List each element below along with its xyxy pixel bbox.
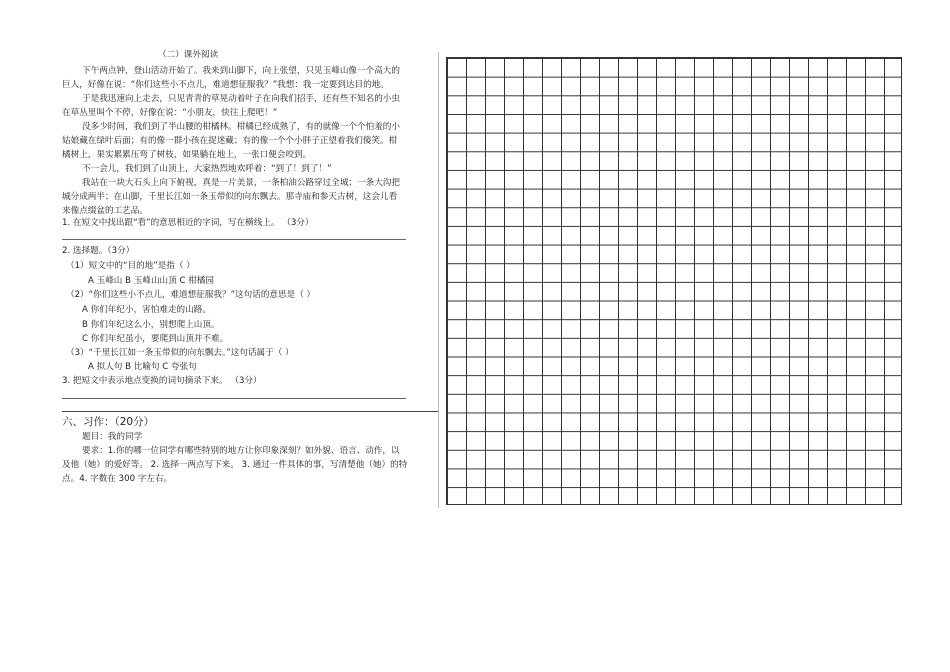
reading-line: 来像点缀盆的工艺品。 <box>62 206 148 216</box>
reading-line: 于是我迅速向上走去，只见青青的草晃动着叶子在向我们招手，还有些不知名的小虫 <box>82 94 400 104</box>
reading-line: 巨人，好像在说：“你们这些小不点儿，难道想征服我？”我想：我一定要到达目的地。 <box>62 80 389 90</box>
question-2-3-options: A 拟人句 B 比喻句 C 夸张句 <box>88 362 197 372</box>
question-2-3: （3）“千里长江如一条玉带似的向东飘去。”这句话属于（ ） <box>66 348 294 358</box>
answer-line-3 <box>62 398 406 399</box>
reading-line: 不一会儿，我们到了山顶上，大家热烈地欢呼着：“到了！到了！” <box>82 164 332 174</box>
question-2-2-option-a: A 你们年纪小，害怕难走的山路。 <box>82 305 211 315</box>
writing-requirement-3: 点。4. 字数在 300 字左右。 <box>62 474 173 484</box>
writing-title: 六、习作：（20分） <box>62 416 155 428</box>
reading-line: 橘树上，果实累累压弯了树枝，如果躺在地上，一张口便会咬到。 <box>62 150 312 160</box>
writing-requirement-2: 及他（她）的爱好等。 2. 选择一两点写下来。 3. 通过一件具体的事，写清楚他（她）的特 <box>62 460 408 470</box>
reading-heading: （二）课外阅读 <box>158 50 219 60</box>
question-2-2-option-b: B 你们年纪这么小，别想爬上山顶。 <box>82 320 220 330</box>
section-divider <box>62 411 438 412</box>
question-2-2-option-c: C 你们年纪虽小，要爬到山顶并不难。 <box>82 334 229 344</box>
reading-line: 城分成两半；在山脚，千里长江如一条玉带似的向东飘去。那寺庙和参天古树，这会儿看 <box>62 192 398 202</box>
writing-requirement-1: 要求：1.你的哪一位同学有哪些特别的地方让你印象深刻？如外貌、语言、动作，以 <box>82 446 400 456</box>
column-divider <box>438 52 439 508</box>
reading-line: 没多少时间，我们到了半山腰的柑橘林。柑橘已经成熟了，有的就像一个个怕羞的小 <box>82 122 400 132</box>
exam-left-column <box>62 50 438 510</box>
reading-line: 下午两点钟，登山活动开始了。我来到山脚下，向上张望，只见玉峰山像一个高大的 <box>82 66 400 76</box>
question-2-1: （1）短文中的“目的地”是指（ ） <box>66 261 195 271</box>
reading-line: 我站在一块大石头上向下俯视，真是一片美景，一条柏油公路穿过全城；一条大沟把 <box>82 178 400 188</box>
answer-line-1 <box>62 239 406 240</box>
reading-line: 姑娘藏在绿叶后面；有的像一群小孩在捉迷藏；有的像一个个小胖子正望着我们傻笑。柑 <box>62 136 398 146</box>
composition-grid <box>446 57 902 505</box>
question-3: 3. 把短文中表示地点变换的词句摘录下来。 （3分） <box>62 376 262 386</box>
question-2-1-options: A 玉峰山 B 玉峰山山顶 C 柑橘园 <box>88 276 214 286</box>
writing-topic: 题目：我的同学 <box>82 432 143 442</box>
question-1: 1. 在短文中找出跟“看”的意思相近的字词，写在横线上。 （3分） <box>62 218 314 228</box>
question-2: 2. 选择题。（3分） <box>62 246 135 256</box>
question-2-2: （2）“你们这些小不点儿，难道想征服我？”这句话的意思是（ ） <box>66 290 316 300</box>
reading-line: 在草丛里叫个不停，好像在说：“小朋友，快往上爬吧！” <box>62 108 278 118</box>
